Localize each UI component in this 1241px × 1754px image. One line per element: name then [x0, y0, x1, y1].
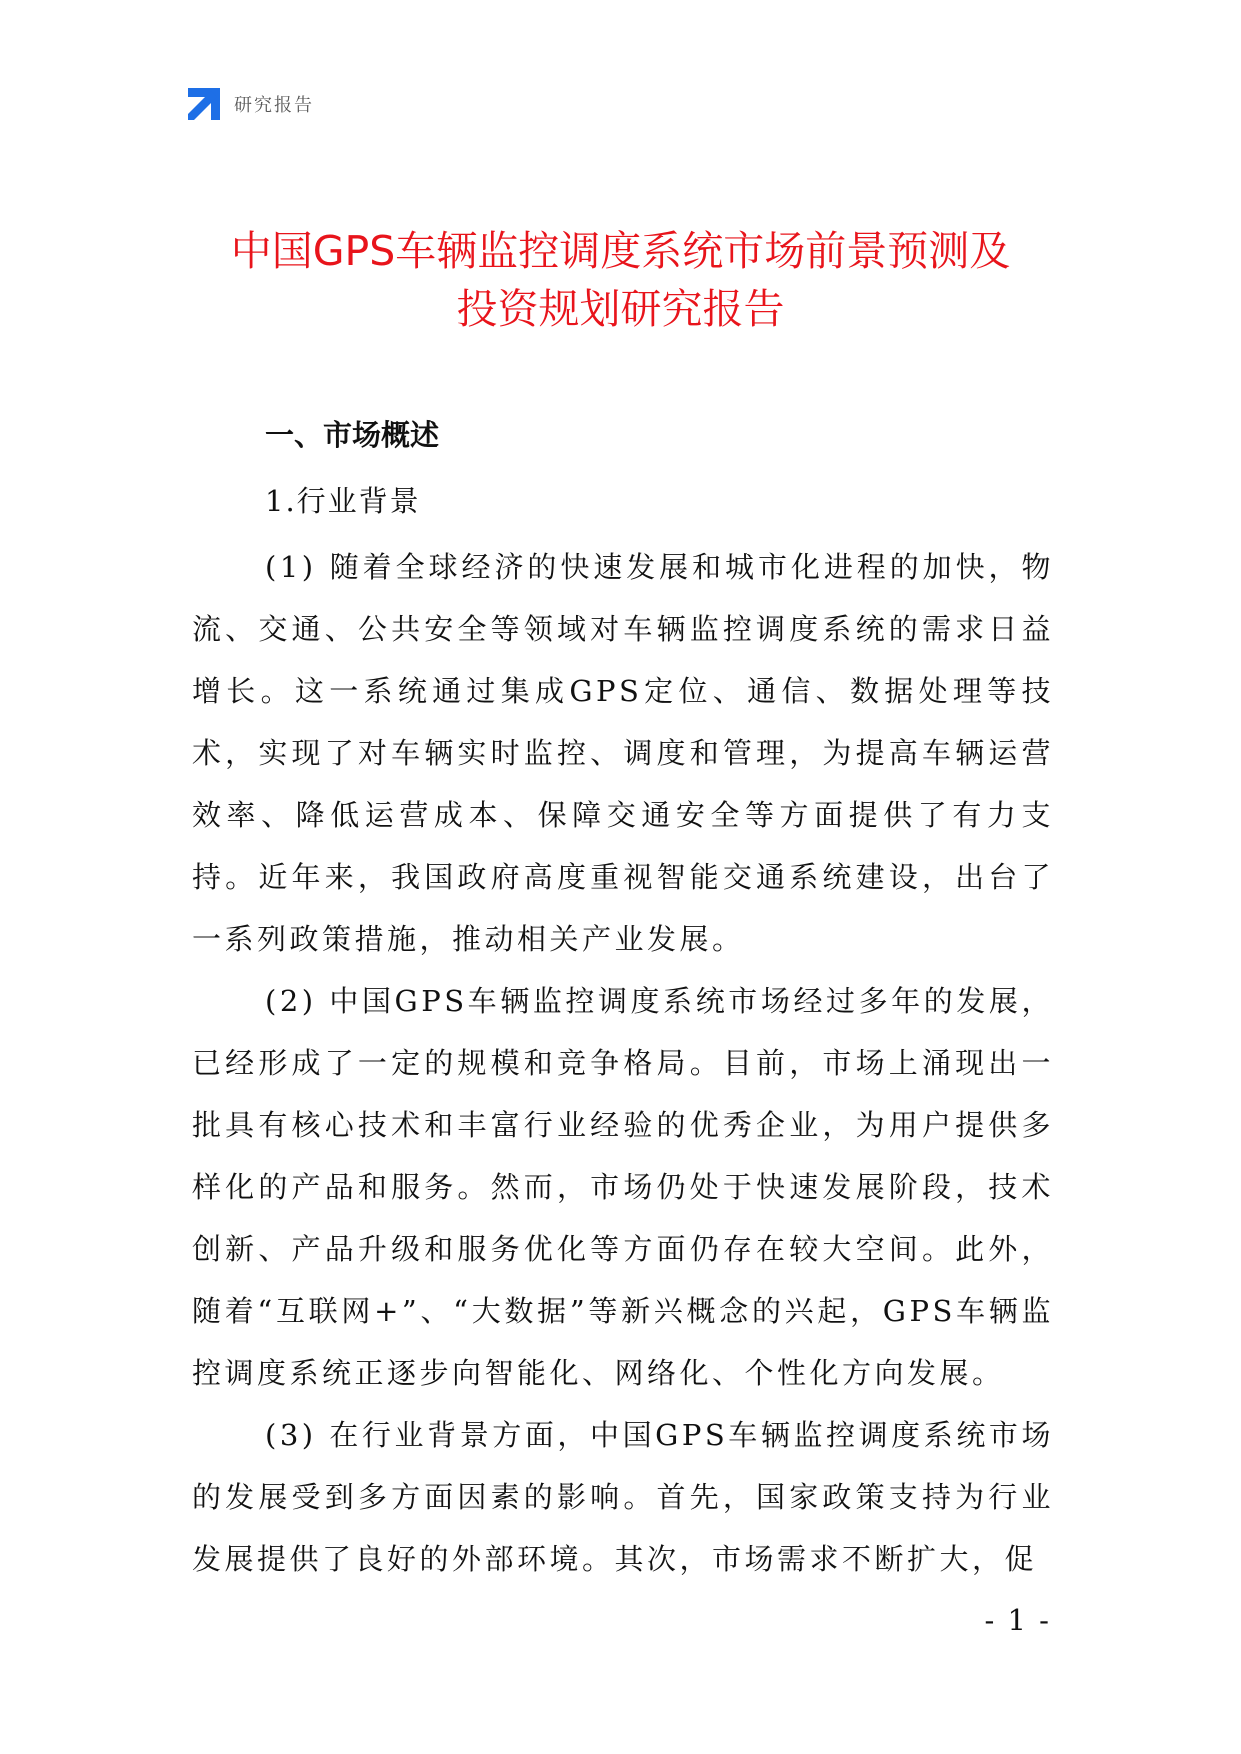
section-heading: 一、市场概述 [265, 418, 440, 452]
page-number: - 1 - [984, 1603, 1051, 1637]
arrow-up-right-icon [188, 88, 220, 120]
sub-heading: 1.行业背景 [265, 484, 421, 518]
title-line-1: 中国GPS车辆监控调度系统市场前景预测及 [230, 227, 1011, 275]
body-text [192, 536, 1054, 1590]
paragraph-1: (1) 随着全球经济的快速发展和城市化进程的加快，物流、交通、公共安全等领域对车辆监控调度系统的需求日益增长。这一系统通过集成GPS定位、通信、数据处理等技术，实现了对车辆实时监控、调度和管理，为提高车辆运营效率、降低运营成本、保障交通安全等方面提供了有力支持。近年来，我国政府高度重视智能交通系统建设，出台了一系列政策措施，推动相关产业发展。 [192, 550, 1054, 956]
title-line-2: 投资规划研究报告 [456, 285, 785, 333]
paragraph-2: (2) 中国GPS车辆监控调度系统市场经过多年的发展，已经形成了一定的规模和竞争格局。目前，市场上涌现出一批具有核心技术和丰富行业经验的优秀企业，为用户提供多样化的产品和服务。然而，市场仍处于快速发展阶段，技术创新、产品升级和服务优化等方面仍存在较大空间。此外，随着“互联网+”、“大数据”等新兴概念的兴起，GPS车辆监控调度系统正逐步向智能化、网络化、个性化方向发展。 [192, 984, 1054, 1390]
paragraph-3: (3) 在行业背景方面，中国GPS车辆监控调度系统市场的发展受到多方面因素的影响。首先，国家政策支持为行业发展提供了良好的外部环境。其次，市场需求不断扩大，促 [192, 1418, 1054, 1576]
page-title [150, 222, 1091, 338]
header-label: 研究报告 [234, 95, 314, 116]
report-header [188, 88, 314, 120]
